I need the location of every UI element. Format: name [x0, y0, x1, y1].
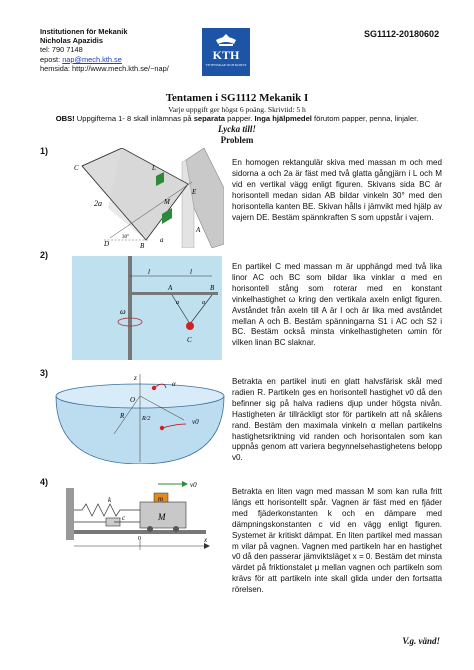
problem-4-text: Betrakta en liten vagn med massan M som kan rulla fritt längs ett horisontellt spår. Vagnen är fäst med en fjäder med fjäderkonstanten k och en dämpare med dämpningskonstanten c vid en vägg enligt figuren. Systemet är kritiskt dämpat. En liten partikel med massan m vilar på vagnen. Vagnen med partikeln har en hastighet v0 då den passerar jämviktsläget x = 0. Bestäm det minsta värdet på friktionstalet μ mellan vagnen och partikeln som krävs för att partikeln inte skall glida under den fortsatta rörelsen. [232, 487, 442, 595]
svg-text:α: α [172, 380, 176, 388]
svg-text:a: a [160, 236, 164, 244]
kth-logo [202, 28, 250, 76]
email-link[interactable]: nap@mech.kth.se [62, 54, 122, 64]
svg-text:α: α [176, 300, 180, 306]
svg-text:B: B [140, 242, 145, 248]
svg-text:v0: v0 [192, 418, 199, 426]
svg-text:0: 0 [138, 536, 141, 542]
sign-off: V.g. vänd! [402, 636, 440, 646]
exam-code: SG1112-20180602 [364, 29, 440, 39]
svg-text:ω: ω [120, 307, 126, 316]
header-block [40, 27, 169, 73]
author: Nicholas Apazidis [40, 36, 103, 46]
problem-1-number: 1) [40, 146, 49, 156]
problem-4-number: 4) [40, 477, 49, 487]
logo-text: KTH [212, 48, 240, 62]
svg-text:A: A [196, 226, 201, 234]
svg-text:E: E [192, 188, 197, 196]
figure-1 [64, 148, 224, 248]
svg-text:k: k [108, 496, 112, 504]
logo-subtext: VETENSKAP OCH KONST [205, 63, 247, 67]
institution: Institutionen för Mekanik [40, 27, 128, 36]
email-label: epost: [40, 54, 63, 64]
phone: tel: 790 7148 [40, 45, 83, 55]
problem-2-number: 2) [40, 250, 49, 260]
svg-text:R/2: R/2 [142, 416, 151, 422]
problem-2-text: En partikel C med massan m är upphängd med två lika linor AC och BC som bildar lika vinklar α med en horisontell stång som roterar med en konstant vinkelhastighet ω kring den vertikala axeln enligt figuren. Avståndet från axeln till A är l och är lika med avståndet mellan A och B. Bestäm spänningarna S1 i AC och S2 i BC. Bestäm också minsta vinkelhastigheten ωmin för vilken linan BC slaknar. [232, 262, 442, 348]
svg-text:M: M [158, 512, 166, 522]
svg-text:C: C [187, 336, 192, 344]
problem-3-text: Betrakta en partikel inuti en glatt halvsfärisk skål med radien R. Partikeln ges en horisontell hastighet v0 då den befinner sig på halva radiens djup under högsta nivån. Hastigheten är tillräckligt stor för partikeln att nå skålens rand. Bestäm den maximala vinkeln α mellan partikelns hastighetsriktning vid randen och horisontalen som kan uppnås genom att variera begynnelsehastighetens belopp v0. [232, 377, 442, 463]
figure-4 [66, 480, 216, 552]
exam-rules: Varje uppgift ger högst 6 poäng. Skrivtid: 5 h [168, 105, 306, 114]
problems-heading: Problem [220, 135, 254, 145]
svg-text:M: M [164, 198, 170, 206]
good-luck: Lycka till! [218, 124, 256, 134]
obs-label: OBS! [55, 114, 75, 123]
svg-text:x: x [204, 536, 208, 544]
svg-text:m: m [158, 495, 164, 503]
svg-text:c: c [122, 514, 126, 522]
svg-text:R: R [120, 412, 125, 420]
svg-text:v0: v0 [190, 481, 197, 489]
problem-1-text: En homogen rektangulär skiva med massan m och med sidorna a och 2a är fäst med två glatta gångjärn i L och M vid en vertikal vägg enligt figuren. Skivans sida BC är horisontell medan sidan AB bildar vinkeln 30° med den horisontella kanten BE. Skivan hålls i jämvikt med hjälp av vajern DE. Bestäm spännkraften S som uppstår i vajern. [232, 158, 442, 222]
page-title: Tentamen i SG1112 Mekanik I [165, 92, 309, 104]
svg-text:A: A [168, 284, 173, 292]
problem-3-number: 3) [40, 368, 49, 378]
svg-text:D: D [104, 240, 110, 248]
svg-text:z: z [134, 374, 137, 382]
figure-2 [72, 256, 222, 360]
svg-text:l: l [190, 268, 192, 276]
svg-text:L: L [152, 164, 156, 172]
email-line [40, 55, 169, 64]
obs-note: OBS! Uppgifterna 1- 8 skall inlämnas på separata papper. Inga hjälpmedel förutom papper, penna, linjaler. [55, 114, 419, 123]
svg-text:C: C [74, 164, 79, 172]
svg-text:O: O [130, 396, 136, 404]
svg-text:l: l [148, 268, 150, 276]
svg-text:B: B [210, 284, 215, 292]
svg-text:30°: 30° [122, 235, 129, 240]
web-line: hemsida: http://www.mech.kth.se/~nap/ [40, 63, 169, 73]
svg-text:2a: 2a [94, 199, 102, 208]
figure-3 [54, 372, 226, 464]
svg-text:α: α [202, 300, 206, 306]
